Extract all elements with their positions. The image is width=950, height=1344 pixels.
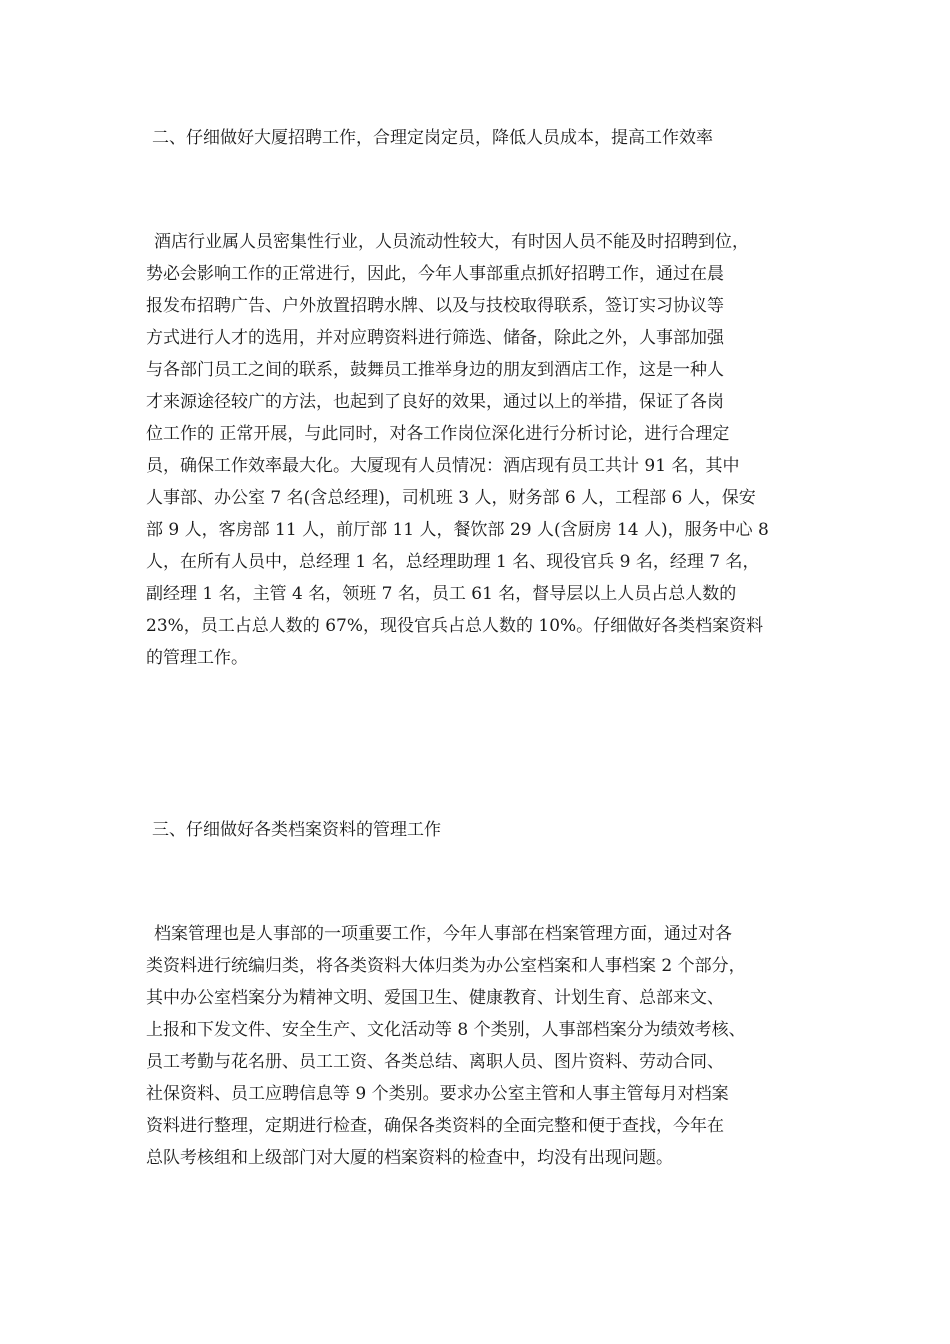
paragraph-line: 的管理工作。 xyxy=(146,648,248,668)
paragraph-line: 员工考勤与花名册、员工工资、各类总结、离职人员、图片资料、劳动合同、 xyxy=(146,1052,724,1072)
paragraph-line: 势必会影响工作的正常进行，因此，今年人事部重点抓好招聘工作，通过在晨 xyxy=(146,264,724,284)
paragraph-line: 部 9 人，客房部 11 人，前厅部 11 人，餐饮部 29 人(含厨房 14 人)，服务中心 8 xyxy=(146,520,769,540)
paragraph-line: 23%，员工占总人数的 67%，现役官兵占总人数的 10%。仔细做好各类档案资料 xyxy=(146,616,764,636)
section-2-paragraph xyxy=(146,226,846,674)
paragraph-line: 才来源途径较广的方法，也起到了良好的效果，通过以上的举措，保证了各岗 xyxy=(146,392,724,412)
paragraph-line: 档案管理也是人事部的一项重要工作，今年人事部在档案管理方面，通过对各 xyxy=(154,924,732,944)
section-3-paragraph xyxy=(146,918,846,1174)
paragraph-line: 人事部、办公室 7 名(含总经理)，司机班 3 人，财务部 6 人，工程部 6 人，保安 xyxy=(146,488,756,508)
paragraph-line: 人，在所有人员中，总经理 1 名，总经理助理 1 名、现役官兵 9 名，经理 7 名， xyxy=(146,552,760,572)
paragraph-line: 位工作的 正常开展，与此同时，对各工作岗位深化进行分析讨论，进行合理定 xyxy=(146,424,730,444)
paragraph-line: 报发布招聘广告、户外放置招聘水牌、以及与技校取得联系，签订实习协议等 xyxy=(146,296,724,316)
paragraph-line: 与各部门员工之间的联系，鼓舞员工推举身边的朋友到酒店工作，这是一种人 xyxy=(146,360,724,380)
paragraph-line: 类资料进行统编归类，将各类资料大体归类为办公室档案和人事档案 2 个部分， xyxy=(146,956,746,976)
section-2-heading: 二、仔细做好大厦招聘工作，合理定岗定员，降低人员成本，提高工作效率 xyxy=(152,128,713,148)
paragraph-line: 酒店行业属人员密集性行业，人员流动性较大，有时因人员不能及时招聘到位， xyxy=(154,232,749,252)
paragraph-line: 总队考核组和上级部门对大厦的档案资料的检查中，均没有出现问题。 xyxy=(146,1148,673,1168)
paragraph-line: 副经理 1 名，主管 4 名，领班 7 名，员工 61 名，督导层以上人员占总人数的 xyxy=(146,584,737,604)
paragraph-line: 员，确保工作效率最大化。大厦现有人员情况：酒店现有员工共计 91 名，其中 xyxy=(146,456,740,476)
section-3-heading: 三、仔细做好各类档案资料的管理工作 xyxy=(152,820,441,840)
paragraph-line: 上报和下发文件、安全生产、文化活动等 8 个类别，人事部档案分为绩效考核、 xyxy=(146,1020,746,1040)
paragraph-line: 方式进行人才的选用，并对应聘资料进行筛选、储备，除此之外，人事部加强 xyxy=(146,328,724,348)
paragraph-line: 社保资料、员工应聘信息等 9 个类别。要求办公室主管和人事主管每月对档案 xyxy=(146,1084,729,1104)
paragraph-line: 其中办公室档案分为精神文明、爱国卫生、健康教育、计划生育、总部来文、 xyxy=(146,988,724,1008)
paragraph-line: 资料进行整理，定期进行检查，确保各类资料的全面完整和便于查找，今年在 xyxy=(146,1116,724,1136)
